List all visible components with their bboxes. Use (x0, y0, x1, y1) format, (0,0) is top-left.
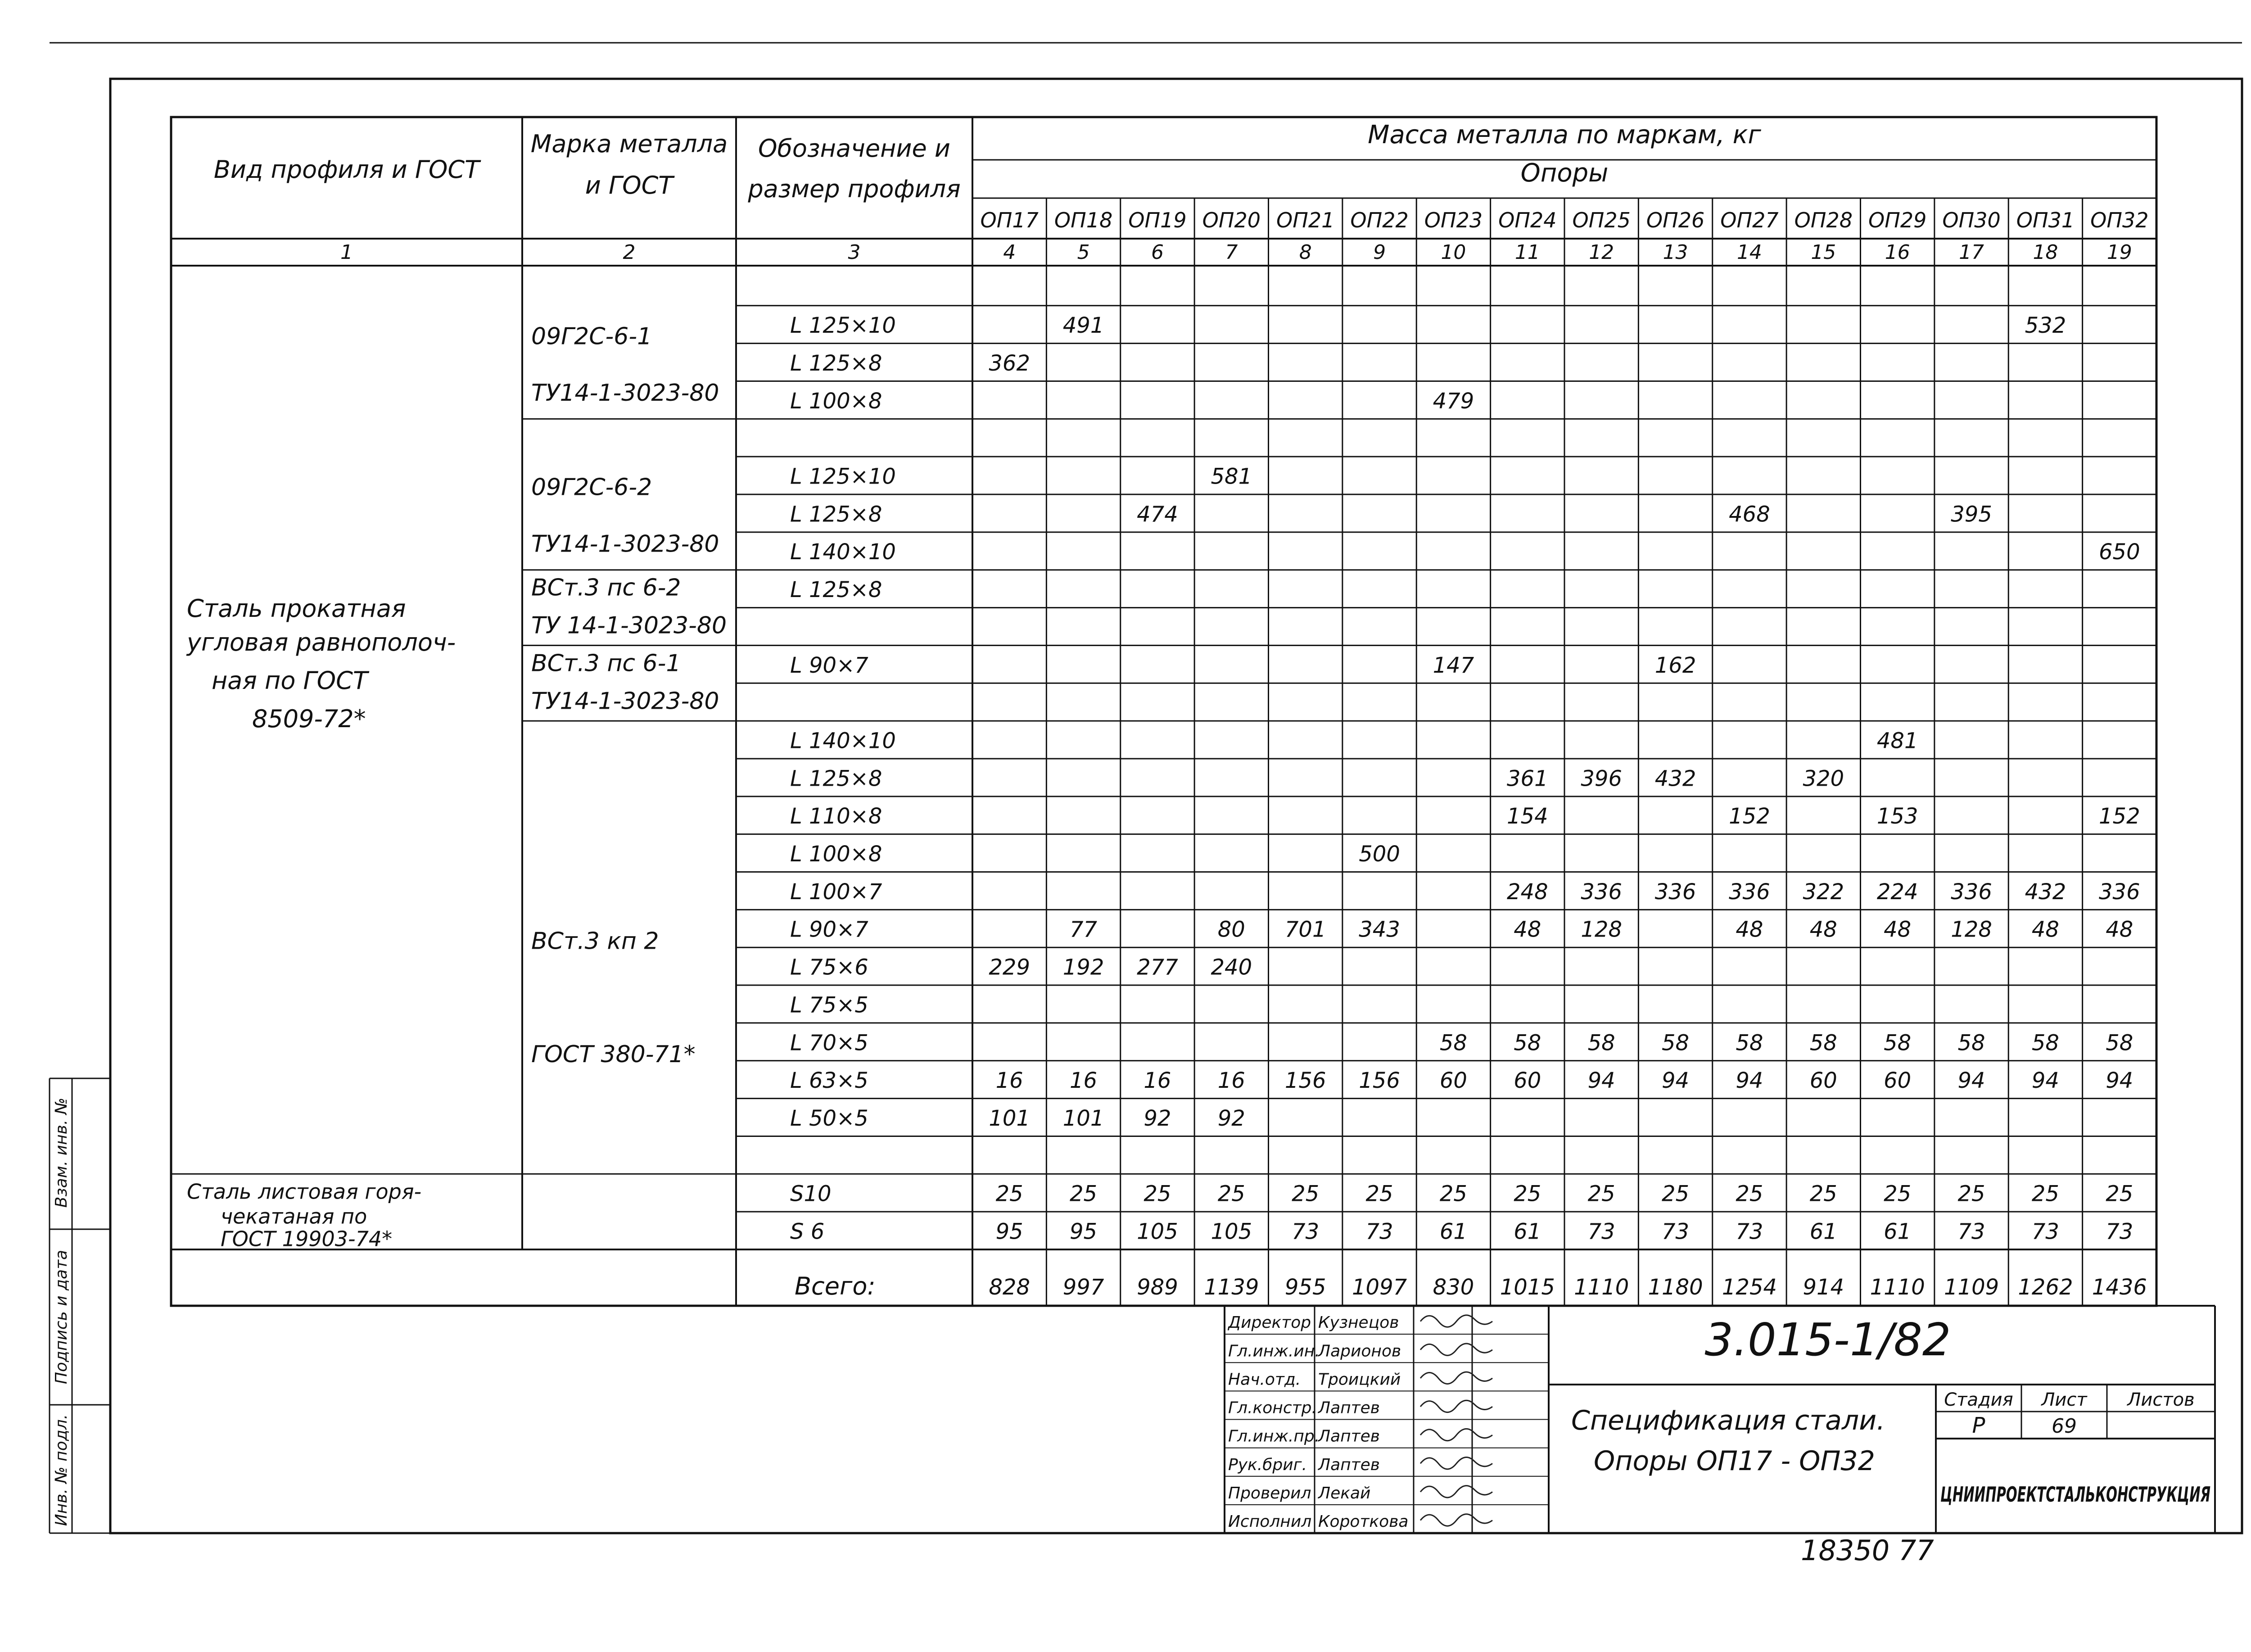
profile-type: ная по ГОСТ (212, 666, 368, 695)
mass-value: 336 (2099, 879, 2140, 905)
mass-value: 156 (1359, 1068, 1400, 1094)
mass-value: 25 (2106, 1181, 2133, 1207)
support-label-оп24: ОП24 (1498, 208, 1557, 232)
support-label-оп22: ОП22 (1350, 208, 1409, 232)
column-number: 12 (1589, 241, 1614, 264)
mass-value: 479 (1433, 388, 1474, 414)
mass-value: 336 (1951, 879, 1992, 905)
profile-type: ГОСТ 19903-74* (221, 1227, 393, 1251)
signature-mark (1420, 1315, 1492, 1327)
mass-value: 73 (1365, 1219, 1393, 1245)
mass-value: 61 (1439, 1219, 1467, 1245)
mass-value: 94 (1587, 1068, 1615, 1094)
steel-grade: ВСт.3 пс 6-2 (531, 574, 681, 602)
mass-value: 156 (1284, 1068, 1326, 1094)
side-stamp-label: Взам. инв. № (52, 1097, 71, 1208)
mass-value: 58 (1514, 1030, 1541, 1056)
mass-value: 58 (1884, 1030, 1912, 1056)
column-number: 9 (1373, 241, 1386, 264)
support-label-оп21: ОП21 (1276, 208, 1335, 232)
mass-value: 16 (995, 1068, 1023, 1094)
header-mass: Масса металла по маркам, кг (1368, 120, 1761, 149)
total-value: 828 (989, 1275, 1030, 1300)
mass-value: 80 (1217, 917, 1245, 942)
mass-value: 320 (1803, 766, 1844, 792)
column-number: 5 (1077, 241, 1090, 264)
column-number: 1 (340, 241, 353, 264)
mass-value: 192 (1062, 955, 1104, 980)
staff-role: Проверил (1228, 1484, 1311, 1503)
profile-size: L 70×5 (790, 1030, 868, 1056)
support-label-оп29: ОП29 (1868, 208, 1927, 232)
mass-value: 25 (1292, 1181, 1320, 1207)
profile-size: L 110×8 (790, 804, 882, 829)
signature-mark (1420, 1344, 1492, 1355)
mass-value: 322 (1803, 879, 1844, 905)
staff-role: Рук.бриг. (1228, 1455, 1307, 1474)
mass-value: 162 (1654, 652, 1696, 678)
total-value: 1015 (1500, 1275, 1555, 1300)
mass-value: 16 (1217, 1068, 1245, 1094)
staff-role: Гл.констр. (1228, 1399, 1317, 1417)
column-number: 2 (623, 241, 636, 264)
mass-value: 701 (1284, 917, 1326, 942)
mass-value: 25 (1144, 1181, 1171, 1207)
profile-size: L 125×10 (790, 313, 896, 339)
mass-value: 153 (1876, 804, 1918, 829)
total-value: 955 (1284, 1275, 1326, 1300)
staff-role: Директор (1228, 1313, 1311, 1332)
staff-name: Лекай (1318, 1484, 1371, 1503)
mass-value: 73 (1587, 1219, 1615, 1245)
header-supports: Опоры (1520, 158, 1609, 188)
support-label-оп27: ОП27 (1720, 208, 1779, 232)
signature-mark (1420, 1486, 1492, 1498)
profile-type: Сталь листовая горя- (187, 1179, 422, 1204)
staff-name: Лаптев (1318, 1455, 1380, 1474)
profile-type: чекатаная по (221, 1204, 367, 1229)
total-value: 997 (1062, 1275, 1104, 1300)
mass-value: 94 (2031, 1068, 2059, 1094)
mass-value: 25 (1884, 1181, 1912, 1207)
header-profile-type: Вид профиля и ГОСТ (213, 155, 480, 184)
mass-value: 58 (1587, 1030, 1615, 1056)
mass-value: 77 (1070, 917, 1098, 942)
profile-size: L 125×8 (790, 577, 882, 603)
column-number: 19 (2106, 241, 2132, 264)
staff-name: Лаптев (1318, 1399, 1380, 1417)
mass-value: 154 (1507, 804, 1548, 829)
column-number: 11 (1514, 241, 1540, 264)
header-grade-line1: Марка металла (530, 130, 728, 158)
mass-value: 240 (1211, 955, 1252, 980)
profile-type: 8509-72* (252, 705, 366, 733)
side-stamp-label: Подпись и дата (52, 1249, 71, 1385)
mass-value: 468 (1729, 502, 1770, 527)
mass-value: 60 (1439, 1068, 1467, 1094)
mass-value: 395 (1951, 502, 1992, 527)
mass-value: 101 (1062, 1105, 1104, 1131)
mass-value: 491 (1062, 313, 1104, 339)
archive-number: 18350 77 (1801, 1534, 1934, 1567)
mass-value: 94 (1957, 1068, 1985, 1094)
mass-value: 25 (1217, 1181, 1245, 1207)
mass-value: 101 (989, 1105, 1030, 1131)
mass-value: 16 (1070, 1068, 1098, 1094)
mass-value: 128 (1951, 917, 1992, 942)
mass-value: 73 (2106, 1219, 2133, 1245)
organization: ЦНИИПРОЕКТСТАЛЬКОНСТРУКЦИЯ (1940, 1482, 2210, 1507)
stage-value: Р (1972, 1413, 1985, 1438)
mass-value: 25 (1957, 1181, 1985, 1207)
profile-size: L 63×5 (790, 1068, 868, 1094)
mass-value: 58 (2106, 1030, 2133, 1056)
column-number: 17 (1959, 241, 1984, 264)
mass-value: 48 (2031, 917, 2059, 942)
mass-value: 60 (1514, 1068, 1541, 1094)
mass-value: 25 (995, 1181, 1023, 1207)
mass-value: 481 (1876, 728, 1918, 754)
mass-value: 94 (2106, 1068, 2133, 1094)
profile-size: L 140×10 (790, 539, 896, 565)
mass-value: 362 (989, 351, 1030, 376)
total-value: 914 (1803, 1275, 1844, 1300)
profile-size: S10 (790, 1181, 832, 1207)
staff-role: Исполнил (1228, 1512, 1312, 1531)
mass-value: 336 (1729, 879, 1770, 905)
sheet-title-line1: Спецификация стали. (1571, 1405, 1885, 1436)
mass-value: 48 (1809, 917, 1837, 942)
support-label-оп31: ОП31 (2016, 208, 2075, 232)
profile-size: L 125×8 (790, 351, 882, 376)
mass-value: 248 (1507, 879, 1548, 905)
header-grade-line2: и ГОСТ (585, 171, 673, 199)
mass-value: 16 (1144, 1068, 1171, 1094)
mass-value: 95 (1070, 1219, 1098, 1245)
total-value: 830 (1433, 1275, 1474, 1300)
mass-value: 105 (1211, 1219, 1252, 1245)
profile-size: L 125×8 (790, 502, 882, 527)
staff-role: Гл.инж.пр. (1228, 1427, 1320, 1446)
mass-value: 25 (1070, 1181, 1098, 1207)
column-number: 6 (1151, 241, 1164, 264)
support-label-оп17: ОП17 (980, 208, 1039, 232)
signature-mark (1420, 1372, 1492, 1384)
support-label-оп18: ОП18 (1054, 208, 1113, 232)
total-value: 989 (1137, 1275, 1178, 1300)
support-label-оп30: ОП30 (1942, 208, 2001, 232)
signature-mark (1420, 1429, 1492, 1440)
column-number: 7 (1225, 241, 1238, 264)
mass-value: 60 (1884, 1068, 1912, 1094)
mass-value: 152 (2099, 804, 2140, 829)
steel-grade: ВСт.3 кп 2 (531, 928, 659, 955)
mass-value: 229 (989, 955, 1030, 980)
mass-value: 61 (1884, 1219, 1912, 1245)
sheet-value: 69 (2052, 1415, 2077, 1438)
mass-value: 581 (1211, 464, 1252, 489)
mass-value: 48 (1514, 917, 1541, 942)
mass-value: 361 (1507, 766, 1548, 792)
mass-value: 73 (2031, 1219, 2059, 1245)
mass-value: 92 (1217, 1105, 1245, 1131)
mass-value: 25 (1514, 1181, 1541, 1207)
mass-value: 48 (1736, 917, 1763, 942)
total-value: 1110 (1574, 1275, 1629, 1300)
mass-value: 73 (1957, 1219, 1985, 1245)
mass-value: 58 (1439, 1030, 1467, 1056)
mass-value: 432 (1654, 766, 1696, 792)
profile-type: угловая равнополоч- (187, 628, 456, 656)
total-value: 1262 (2018, 1275, 2073, 1300)
total-value: 1109 (1944, 1275, 1999, 1300)
side-stamp-label: Инв. № подл. (52, 1414, 71, 1526)
support-label-оп23: ОП23 (1424, 208, 1483, 232)
mass-value: 92 (1144, 1105, 1171, 1131)
signature-mark (1420, 1457, 1492, 1469)
total-value: 1097 (1352, 1275, 1407, 1300)
mass-value: 336 (1654, 879, 1696, 905)
column-number: 16 (1885, 241, 1910, 264)
mass-value: 60 (1809, 1068, 1837, 1094)
profile-type: Сталь прокатная (187, 594, 406, 623)
profile-size: L 90×7 (790, 652, 868, 678)
column-number: 14 (1736, 241, 1762, 264)
support-label-оп32: ОП32 (2090, 208, 2149, 232)
document-code: 3.015-1/82 (1704, 1313, 1951, 1366)
mass-value: 58 (2031, 1030, 2059, 1056)
mass-value: 48 (1884, 917, 1912, 942)
profile-size: L 100×8 (790, 388, 882, 414)
mass-value: 147 (1433, 652, 1474, 678)
steel-grade: 09Г2С-6-1 (531, 323, 652, 350)
support-label-оп26: ОП26 (1646, 208, 1705, 232)
steel-grade: ГОСТ 380-71* (531, 1041, 696, 1068)
column-number: 4 (1003, 241, 1016, 264)
steel-grade: ВСт.3 пс 6-1 (531, 650, 681, 677)
mass-value: 58 (1662, 1030, 1690, 1056)
steel-grade: ТУ14-1-3023-80 (531, 380, 719, 407)
mass-value: 95 (995, 1219, 1023, 1245)
mass-value: 25 (1587, 1181, 1615, 1207)
staff-name: Троицкий (1318, 1370, 1401, 1389)
total-value: 1180 (1648, 1275, 1703, 1300)
mass-value: 25 (1662, 1181, 1690, 1207)
staff-name: Лаптев (1318, 1427, 1380, 1446)
mass-value: 224 (1876, 879, 1918, 905)
profile-size: L 100×7 (790, 879, 882, 905)
mass-value: 94 (1736, 1068, 1763, 1094)
column-number: 3 (848, 241, 861, 264)
profile-size: L 75×5 (790, 992, 868, 1018)
sheet-title-line2: Опоры ОП17 - ОП32 (1594, 1445, 1875, 1477)
column-number: 18 (2033, 241, 2058, 264)
mass-value: 25 (1439, 1181, 1467, 1207)
mass-value: 73 (1662, 1219, 1690, 1245)
support-label-оп28: ОП28 (1794, 208, 1853, 232)
mass-value: 128 (1581, 917, 1622, 942)
mass-value: 500 (1359, 842, 1400, 867)
stage-label: Стадия (1944, 1389, 2013, 1410)
column-number: 8 (1299, 241, 1312, 264)
staff-role: Нач.отд. (1228, 1370, 1301, 1389)
mass-value: 25 (1736, 1181, 1763, 1207)
mass-value: 432 (2025, 879, 2066, 905)
mass-value: 61 (1809, 1219, 1837, 1245)
total-value: 1254 (1722, 1275, 1777, 1300)
profile-size: L 75×6 (790, 955, 868, 980)
mass-value: 25 (1809, 1181, 1837, 1207)
steel-grade: ТУ 14-1-3023-80 (531, 612, 727, 639)
steel-grade: 09Г2С-6-2 (531, 474, 652, 501)
profile-size: L 100×8 (790, 842, 882, 867)
signature-mark (1420, 1400, 1492, 1412)
total-value: 1110 (1870, 1275, 1925, 1300)
mass-value: 58 (1809, 1030, 1837, 1056)
steel-grade: ТУ14-1-3023-80 (531, 688, 719, 715)
total-label: Всего: (795, 1272, 876, 1300)
profile-size: L 90×7 (790, 917, 868, 942)
support-label-оп20: ОП20 (1202, 208, 1261, 232)
column-number: 10 (1441, 241, 1466, 264)
steel-grade: ТУ14-1-3023-80 (531, 530, 719, 558)
mass-value: 105 (1137, 1219, 1178, 1245)
mass-value: 650 (2099, 539, 2140, 565)
mass-value: 73 (1736, 1219, 1763, 1245)
mass-value: 336 (1581, 879, 1622, 905)
mass-value: 25 (2031, 1181, 2059, 1207)
support-label-оп19: ОП19 (1128, 208, 1187, 232)
mass-value: 277 (1137, 955, 1178, 980)
total-value: 1436 (2092, 1275, 2147, 1300)
mass-value: 58 (1736, 1030, 1763, 1056)
sheet-label: Лист (2041, 1389, 2087, 1410)
mass-value: 396 (1581, 766, 1622, 792)
column-number: 15 (1811, 241, 1836, 264)
mass-value: 61 (1514, 1219, 1541, 1245)
profile-size: L 125×8 (790, 766, 882, 792)
mass-value: 48 (2106, 917, 2133, 942)
mass-value: 25 (1365, 1181, 1393, 1207)
sheets-label: Листов (2127, 1389, 2195, 1410)
header-designation-line2: размер профиля (748, 175, 961, 203)
staff-name: Короткова (1318, 1512, 1409, 1531)
profile-size: L 50×5 (790, 1105, 868, 1131)
column-number: 13 (1663, 241, 1688, 264)
mass-value: 94 (1662, 1068, 1690, 1094)
profile-size: L 140×10 (790, 728, 896, 754)
mass-value: 532 (2025, 313, 2066, 339)
profile-size: L 125×10 (790, 464, 896, 489)
mass-value: 152 (1729, 804, 1770, 829)
profile-size: S 6 (790, 1219, 825, 1245)
mass-value: 58 (1957, 1030, 1985, 1056)
total-value: 1139 (1204, 1275, 1259, 1300)
header-designation-line1: Обозначение и (758, 134, 950, 163)
mass-value: 73 (1292, 1219, 1320, 1245)
staff-role: Гл.инж.ин. (1228, 1342, 1320, 1361)
staff-name: Кузнецов (1318, 1313, 1399, 1332)
support-label-оп25: ОП25 (1572, 208, 1631, 232)
mass-value: 474 (1137, 502, 1178, 527)
staff-name: Ларионов (1318, 1342, 1401, 1361)
mass-value: 343 (1359, 917, 1400, 942)
signature-mark (1420, 1514, 1492, 1526)
